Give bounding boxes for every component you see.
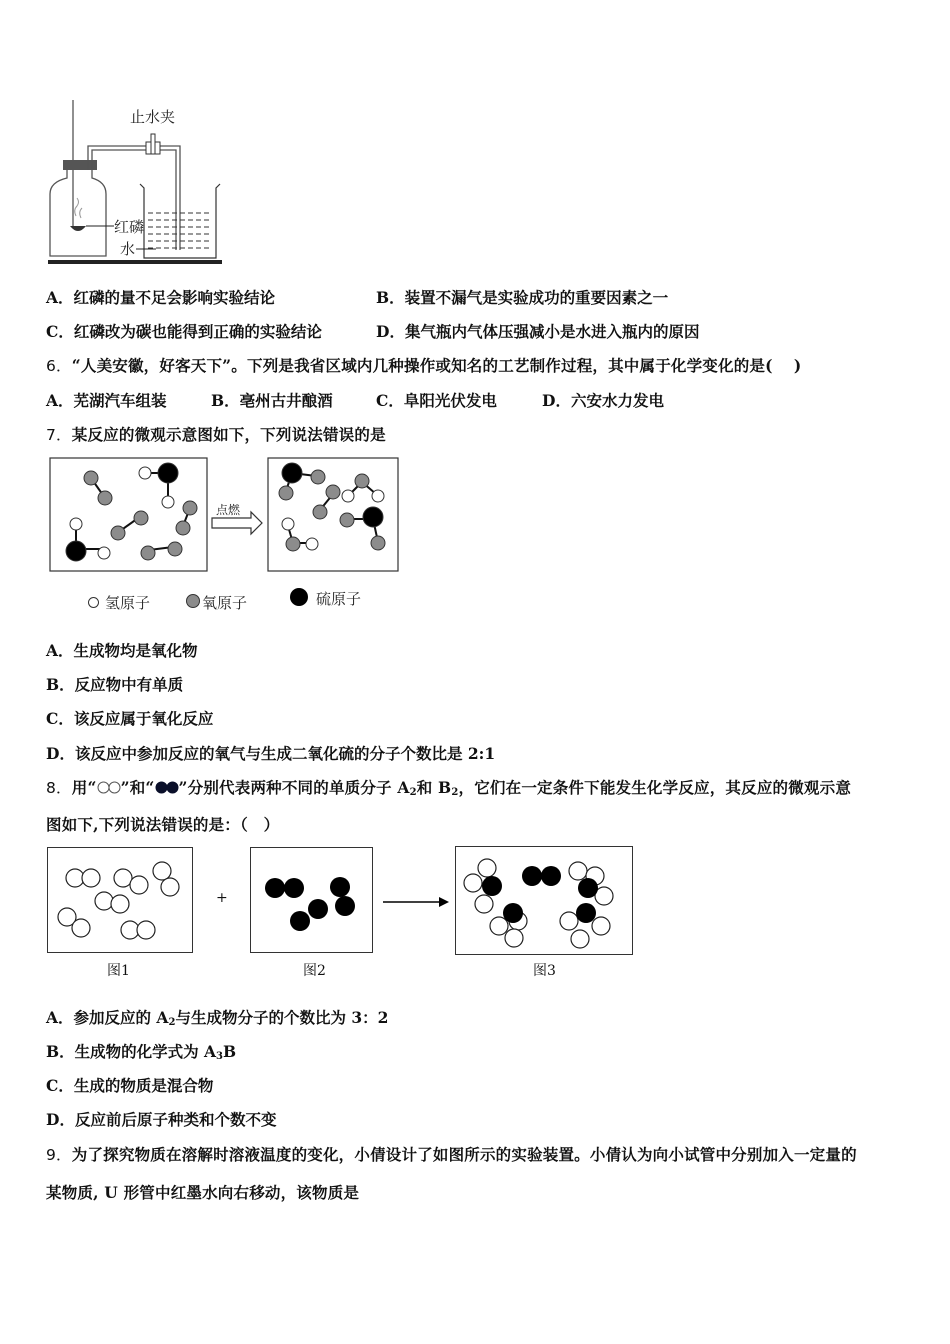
a2-molecules-icon — [47, 847, 193, 953]
option-letter: B． — [46, 675, 75, 694]
red-phosphorus-label: 红磷 — [114, 218, 145, 236]
option-letter: D． — [542, 391, 571, 410]
q5-option-a[interactable] — [46, 286, 275, 308]
q8-stem-line1 — [46, 776, 851, 798]
q9-stem-line2 — [46, 1181, 359, 1203]
figure-2-caption: 图2 — [303, 963, 326, 979]
subscript: 2 — [451, 787, 459, 798]
option-text: 阜阳光伏发电 — [403, 391, 497, 410]
q6-option-a[interactable] — [46, 389, 167, 411]
q7-reaction-diagram — [48, 456, 404, 576]
option-letter: C． — [46, 1076, 74, 1095]
q9-stem-line1 — [46, 1143, 857, 1165]
reaction-arrow — [383, 893, 449, 905]
black-molecule-icon — [155, 779, 179, 798]
option-text: 生成物均是氧化物 — [73, 641, 198, 660]
option-letter: B． — [376, 288, 405, 307]
question-text: 图如下,下列说法错误的是：（ ） — [46, 815, 280, 834]
option-letter: C． — [46, 709, 74, 728]
q7-option-d[interactable] — [46, 742, 495, 764]
option-text: B — [223, 1042, 237, 1061]
stem-text: 和 B — [416, 778, 452, 797]
q8-option-d[interactable] — [46, 1108, 276, 1130]
q5-option-d[interactable] — [376, 320, 699, 342]
gray-circle-icon — [186, 594, 200, 608]
option-text: 与生成物分子的个数比为 3：2 — [175, 1008, 389, 1027]
option-text: 参加反应的 A — [73, 1008, 169, 1027]
subscript: 2 — [168, 1017, 176, 1028]
option-text: 红磷的量不足会影响实验结论 — [73, 288, 276, 307]
option-text: 反应物中有单质 — [74, 675, 184, 694]
q8-option-a[interactable] — [46, 1006, 388, 1028]
q8-figure-1 — [47, 847, 193, 953]
black-circle-icon — [290, 588, 308, 606]
q5-option-b[interactable] — [376, 286, 668, 308]
stem-text: ”分别代表两种不同的单质分子 A — [178, 778, 410, 797]
legend-label: 氢原子 — [105, 594, 151, 612]
option-text: 该反应属于氧化反应 — [73, 709, 214, 728]
stem-text: ”和“ — [120, 778, 155, 797]
option-letter: D． — [376, 322, 405, 341]
water-label: 水 — [120, 240, 136, 258]
option-letter: A． — [46, 288, 74, 307]
q8-figure-2 — [250, 847, 373, 953]
legend-hydrogen — [88, 592, 150, 613]
option-letter: D． — [46, 1110, 75, 1129]
option-text: 生成的物质是混合物 — [73, 1076, 214, 1095]
option-letter: A． — [46, 391, 74, 410]
q7-option-c[interactable] — [46, 707, 213, 729]
option-text: 集气瓶内气体压强减小是水进入瓶内的原因 — [404, 322, 700, 341]
q8-option-c[interactable] — [46, 1074, 213, 1096]
q6-option-d[interactable] — [542, 389, 664, 411]
option-letter: A． — [46, 641, 74, 660]
option-text: 六安水力发电 — [570, 391, 664, 410]
legend-label: 氧原子 — [202, 594, 248, 612]
q7-stem — [46, 423, 386, 445]
figure-1-caption: 图1 — [107, 963, 130, 979]
legend-sulfur — [290, 588, 361, 609]
q7-option-b[interactable] — [46, 673, 183, 695]
q6-stem — [46, 354, 801, 376]
question-number: 7． — [46, 426, 72, 444]
option-text: 生成物的化学式为 A — [74, 1042, 217, 1061]
option-letter: D． — [46, 744, 75, 763]
question-text: “人美安徽，好客天下”。下列是我省区域内几种操作或知名的工艺制作过程，其中属于化学变化的是( ) — [71, 356, 802, 375]
legend-oxygen — [186, 592, 247, 613]
option-letter: B． — [46, 1042, 75, 1061]
q8-option-b[interactable] — [46, 1040, 236, 1062]
subscript: 2 — [409, 787, 417, 798]
option-letter: B． — [211, 391, 240, 410]
option-letter: A． — [46, 1008, 74, 1027]
q6-option-b[interactable] — [211, 389, 333, 411]
molecular-reaction-icon — [48, 456, 404, 576]
question-text: 某物质, U 形管中红墨水向右移动，该物质是 — [46, 1183, 360, 1202]
stem-text: 用“ — [71, 778, 97, 797]
clamp-label: 止水夹 — [130, 108, 176, 126]
plus-sign: + — [216, 890, 228, 906]
subscript: 3 — [216, 1051, 224, 1062]
q7-option-a[interactable] — [46, 639, 198, 661]
right-arrow-icon — [383, 896, 449, 908]
question-number: 9． — [46, 1146, 72, 1164]
option-text: 红磷改为碳也能得到正确的实验结论 — [73, 322, 322, 341]
figure-3-caption: 图3 — [533, 963, 556, 979]
option-text: 反应前后原子种类和个数不变 — [74, 1110, 277, 1129]
b2-molecules-icon — [250, 847, 373, 953]
option-text: 该反应中参加反应的氧气与生成二氧化硫的分子个数比是 2:1 — [74, 744, 496, 763]
option-letter: C． — [46, 322, 74, 341]
option-letter: C． — [376, 391, 404, 410]
question-number: 6． — [46, 357, 72, 375]
white-molecule-icon — [97, 779, 121, 798]
white-circle-icon — [88, 597, 99, 608]
option-text: 亳州古井酿酒 — [239, 391, 333, 410]
apparatus-diagram-icon — [40, 98, 240, 273]
q6-option-c[interactable] — [376, 389, 497, 411]
product-molecules-icon — [455, 846, 633, 955]
q8-stem-line2 — [46, 813, 279, 835]
ignite-label: 点燃 — [216, 503, 241, 517]
question-number: 8． — [46, 779, 72, 797]
question-text: 为了探究物质在溶解时溶液温度的变化，小倩设计了如图所示的实验装置。小倩认为向小试管中分别加入一定量的 — [71, 1145, 857, 1164]
q5-option-c[interactable] — [46, 320, 322, 342]
q8-figure-3 — [455, 846, 633, 955]
question-text: 某反应的微观示意图如下，下列说法错误的是 — [71, 425, 386, 444]
option-text: 芜湖汽车组装 — [73, 391, 167, 410]
option-text: 装置不漏气是实验成功的重要因素之一 — [404, 288, 669, 307]
phosphorus-combustion-apparatus-figure — [40, 98, 240, 273]
stem-text: ，它们在一定条件下能发生化学反应，其反应的微观示意 — [458, 778, 852, 797]
legend-label: 硫原子 — [316, 590, 362, 608]
